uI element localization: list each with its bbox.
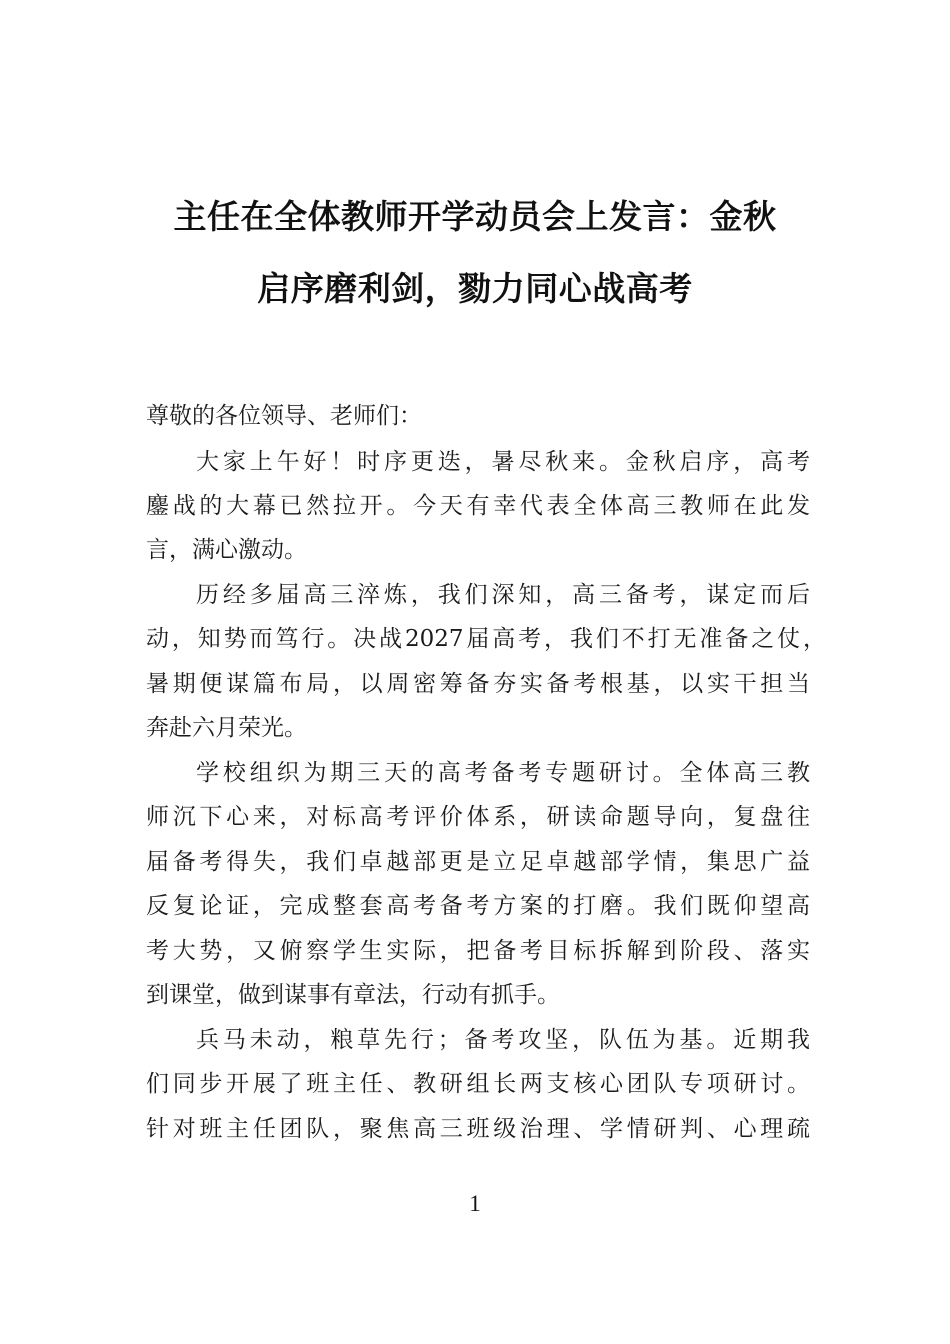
paragraph-line: 针对班主任团队，聚焦高三班级治理、学情研判、心理疏 [146, 1116, 810, 1142]
paragraph-line: 言，满心激动。 [146, 537, 307, 563]
paragraph-line: 大家上午好！时序更迭，暑尽秋来。金秋启序，高考 [196, 449, 810, 475]
paragraph-line: 兵马未动，粮草先行；备考攻坚，队伍为基。近期我 [196, 1027, 810, 1053]
paragraph-line: 反复论证，完成整套高考备考方案的打磨。我们既仰望高 [146, 893, 810, 919]
document-title-line-1: 主任在全体教师开学动员会上发言：金秋 [173, 197, 777, 236]
paragraph-line: 暑期便谋篇布局，以周密筹备夯实备考根基，以实干担当 [146, 671, 810, 697]
paragraph-line: 到课堂，做到谋事有章法，行动有抓手。 [146, 982, 560, 1008]
document-title-line-2: 启序磨利剑，勠力同心战高考 [257, 269, 693, 308]
paragraph-line: 届备考得失，我们卓越部更是立足卓越部学情，集思广益 [146, 849, 810, 875]
paragraph-line: 们同步开展了班主任、教研组长两支核心团队专项研讨。 [146, 1071, 810, 1097]
paragraph-line: 学校组织为期三天的高考备考专题研讨。全体高三教 [196, 760, 810, 786]
salutation: 尊敬的各位领导、老师们： [146, 403, 422, 429]
paragraph-line: 历经多届高三淬炼，我们深知，高三备考，谋定而后 [196, 582, 810, 608]
paragraph-line: 奔赴六月荣光。 [146, 715, 307, 741]
paragraph-line: 考大势，又俯察学生实际，把备考目标拆解到阶段、落实 [146, 938, 810, 964]
paragraph-line: 鏖战的大幕已然拉开。今天有幸代表全体高三教师在此发 [146, 493, 810, 519]
paragraph-line: 动，知势而笃行。决战2027届高考，我们不打无准备之仗， [146, 626, 826, 652]
paragraph-line: 师沉下心来，对标高考评价体系，研读命题导向，复盘往 [146, 804, 810, 830]
page-number: 1 [469, 1191, 481, 1216]
